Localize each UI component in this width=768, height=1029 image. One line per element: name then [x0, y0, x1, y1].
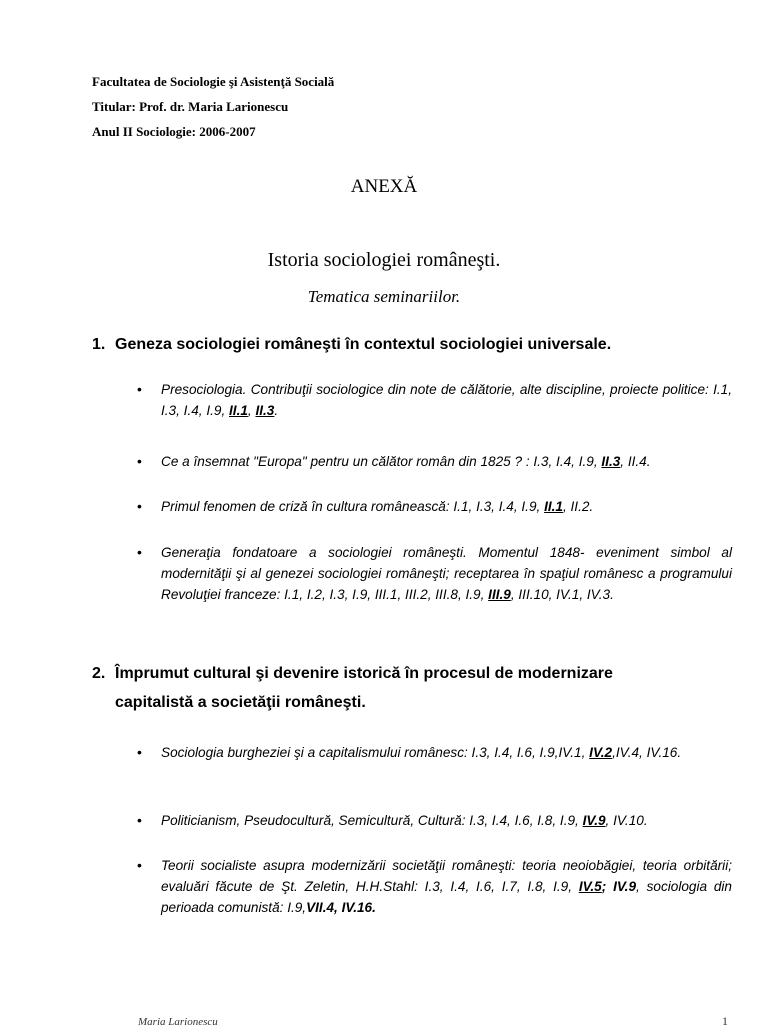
reference-highlight: IV.9: [582, 813, 606, 828]
item-text: Teorii socialiste asupra modernizării societăţii româneşti: teoria neoiobăgiei, teoria orbitării; evaluări făcute de Şt. Zeletin, H.H.Stahl: I.3, I.4, I.6, I.7, I.8, I.9,: [161, 858, 732, 894]
reference-highlight: II.1: [229, 403, 248, 418]
list-item: [137, 496, 732, 517]
item-text: .: [274, 403, 279, 418]
item-text: Generaţia fondatoare a sociologiei româneşti. Momentul 1848- eveniment simbol al modernităţii şi al genezei sociologiei româneşti; receptarea în spaţiul românesc a programului Revoluţiei franceze: I.1, I.2, I.3, I.9, III.1, III.2, III.8, I.9,: [161, 545, 732, 602]
bullet-icon: •: [137, 453, 142, 469]
bullet-icon: •: [137, 857, 142, 873]
bullet-icon: •: [137, 498, 142, 514]
item-text: Sociologia burgheziei şi a capitalismului românesc: I.3, I.4, I.6, I.9,IV.1,: [161, 745, 590, 760]
list-item: [137, 379, 732, 421]
item-text: , IV.10.: [605, 813, 648, 828]
item-text: Presociologia. Contribuţii sociologice din note de călătorie, alte discipline, proiecte politice: I.1, I.3, I.4, I.9,: [161, 382, 732, 418]
item-text: , III.10, IV.1, IV.3.: [510, 587, 614, 602]
item-text: , II.4.: [620, 454, 651, 469]
item-text: Politicianism, Pseudocultură, Semicultură, Cultură: I.3, I.4, I.6, I.8, I.9,: [161, 813, 583, 828]
page-title: ANEXĂ: [350, 176, 418, 197]
section-title-line-2: capitalistă a societăţii româneşti.: [115, 694, 366, 711]
reference-bold: ; IV.9: [601, 879, 637, 894]
section-title-line-1: Împrumut cultural şi devenire istorică în procesul de modernizare: [115, 665, 613, 682]
bullet-icon: •: [137, 381, 142, 397]
list-item: [137, 742, 732, 763]
bullet-icon: •: [137, 744, 142, 760]
item-text: , sociologia din perioada comunistă: I.9,: [161, 879, 732, 915]
item-text: , II.2.: [562, 499, 594, 514]
footer-author: Maria Larionescu: [138, 1016, 218, 1028]
section-number: 2.: [92, 665, 106, 682]
reference-highlight: III.9: [488, 587, 511, 602]
section-title: [92, 659, 712, 717]
section-number: 1.: [92, 336, 106, 353]
reference-highlight: II.3: [255, 403, 275, 418]
list-item: [137, 855, 732, 918]
section-title: Geneza sociologiei româneşti în contextul sociologiei universale.: [115, 336, 612, 353]
list-item: [137, 451, 732, 472]
page-subtitle: Istoria sociologiei româneşti.: [267, 249, 501, 271]
reference-highlight: II.1: [544, 499, 563, 514]
reference-highlight: IV.5: [578, 879, 602, 894]
item-text: Primul fenomen de criză în cultura românească: I.1, I.3, I.4, I.9,: [161, 499, 545, 514]
section-2-heading: [92, 659, 712, 717]
item-text: ,IV.4, IV.16.: [612, 745, 682, 760]
faculty-line: Facultatea de Sociologie şi Asistenţă Socială: [92, 74, 335, 89]
item-text: Ce a însemnat "Europa" pentru un călător român din 1825 ? : I.3, I.4, I.9,: [161, 454, 602, 469]
list-item: [137, 542, 732, 605]
bullet-icon: •: [137, 544, 142, 560]
reference-highlight: IV.2: [589, 745, 613, 760]
year-line: Anul II Sociologie: 2006-2007: [92, 124, 256, 139]
reference-highlight: II.3: [601, 454, 621, 469]
titular-line: Titular: Prof. dr. Maria Larionescu: [92, 99, 289, 114]
bullet-icon: •: [137, 812, 142, 828]
page-number: 1: [722, 1014, 728, 1028]
reference-bold: VII.4, IV.16.: [306, 900, 376, 915]
section-1-heading: [92, 330, 712, 359]
list-item: [137, 810, 732, 831]
page-subtitle-italic: Tematica seminariilor.: [307, 287, 461, 306]
item-text: ,: [247, 403, 256, 418]
